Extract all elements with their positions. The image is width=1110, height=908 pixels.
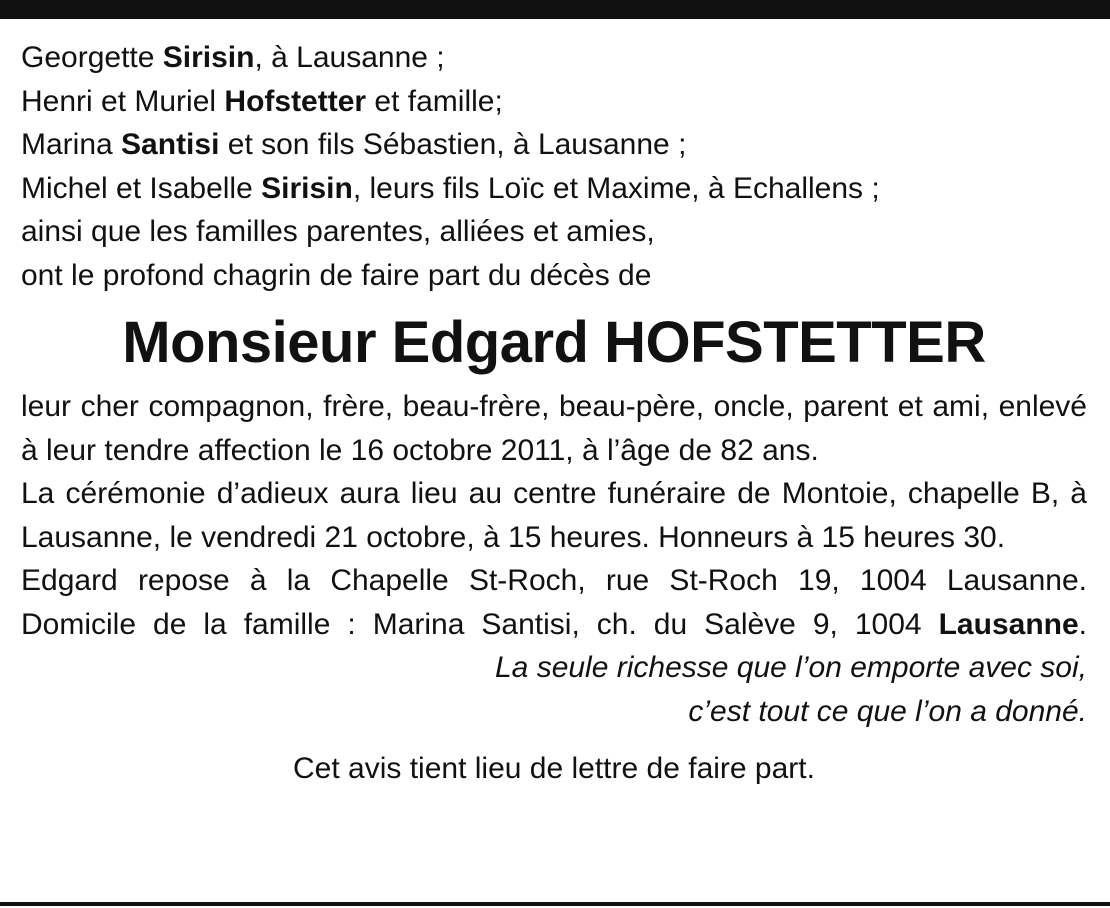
quote-line: La seule richesse que l’on emporte avec soi, xyxy=(494,651,1087,684)
obituary-notice xyxy=(21,36,1087,791)
deceased-name-heading: Monsieur Edgard HOFSTETTER xyxy=(122,310,986,375)
intro-line: Marina Santisi et son fils Sébastien, à Lausanne ; xyxy=(21,128,687,161)
family-address-paragraph: Domicile de la famille : Marina Santisi, ch. du Salève 9, 1004 Lausanne. xyxy=(21,607,1087,641)
closing-note: Cet avis tient lieu de lettre de faire part. xyxy=(293,752,815,785)
relationship-paragraph: leur cher compagnon, frère, beau-frère, beau-père, oncle, parent et ami, enlevé à leur tendre affection le 16 octobre 2011, à l’âge de 82 ans. xyxy=(21,390,1087,467)
quote-line: c’est tout ce que l’on a donné. xyxy=(688,694,1087,728)
intro-line: Michel et Isabelle Sirisin, leurs fils Loïc et Maxime, à Echallens ; xyxy=(21,171,880,205)
intro-line: ont le profond chagrin de faire part du décès de xyxy=(21,258,652,292)
resting-place-paragraph: Edgard repose à la Chapelle St-Roch, rue St-Roch 19, 1004 Lausanne. xyxy=(21,564,1087,597)
bottom-rule xyxy=(0,902,1110,906)
top-rule xyxy=(0,0,1110,19)
ceremony-paragraph: La cérémonie d’adieux aura lieu au centre funéraire de Montoie, chapelle B, à Lausanne, le vendredi 21 octobre, à 15 heures. Honneurs à 15 heures 30. xyxy=(21,477,1087,554)
intro-line: Georgette Sirisin, à Lausanne ; xyxy=(21,41,445,74)
intro-line: Henri et Muriel Hofstetter et famille; xyxy=(21,84,503,118)
intro-line: ainsi que les familles parentes, alliées et amies, xyxy=(21,215,655,248)
